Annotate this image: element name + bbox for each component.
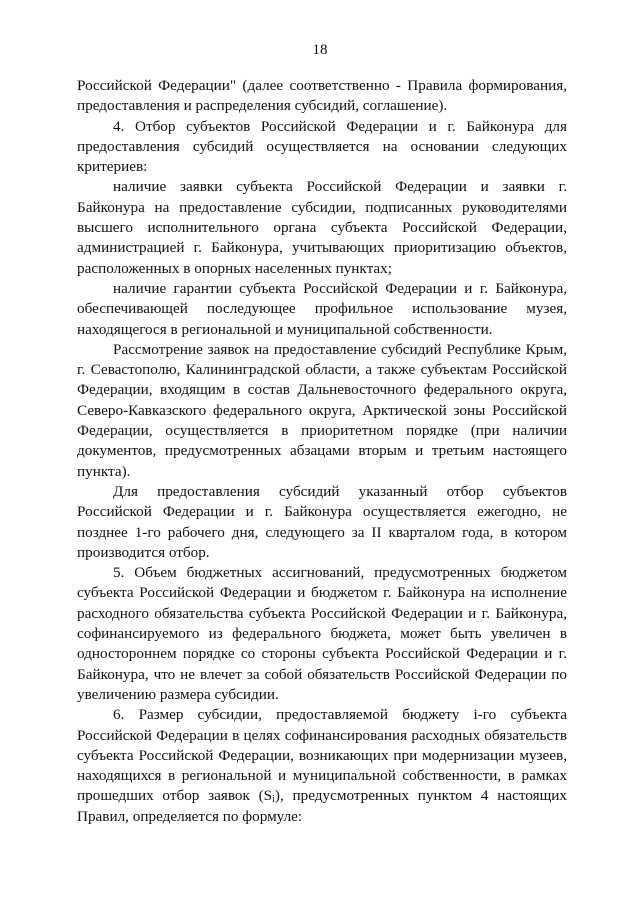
document-body bbox=[77, 76, 567, 827]
paragraph-item-5: 5. Объем бюджетных ассигнований, предусмотренных бюджетом субъекта Российской Федерации и бюджетом г. Байконура на исполнение расходного обязательства субъекта Российской Федерации и г. Байконура, софинансируемого из федерального бюджета, может быть увеличен в одностороннем порядке со стороны субъекта Российской Федерации и г. Байконура, что не влечет за собой обязательств Российской Федерации по увеличению размера субсидии. bbox=[77, 564, 567, 703]
paragraph-criterion-guarantee: наличие гарантии субъекта Российской Федерации и г. Байконура, обеспечивающей последующее профильное использование музея, находящегося в региональной и муниципальной собственности. bbox=[77, 279, 567, 338]
paragraph-priority-review: Рассмотрение заявок на предоставление субсидий Республике Крым, г. Севастополю, Калининградской области, а также субъектам Российской Федерации, входящим в состав Дальневосточного федерального округа, Северо-Кавказского федерального округа, Арктической зоны Российской Федерации, осуществляется в приоритетном порядке (при наличии документов, предусмотренных абзацами вторым и третьим настоящего пункта). bbox=[77, 340, 567, 480]
page-number: 18 bbox=[312, 42, 328, 58]
paragraph-item-6-text-before: 6. Размер субсидии, предоставляемой бюджету i-го субъекта Российской Федерации в целях софинансирования расходных обязательств субъекта Российской Федерации, возникающих при модернизации музеев, находящихся в региональной и муниципальной собственности, в рамках прошедших отбор заявок (S bbox=[77, 706, 567, 805]
paragraph-item-6 bbox=[77, 705, 567, 827]
paragraph-item-4: 4. Отбор субъектов Российской Федерации и г. Байконура для предоставления субсидий осуществляется на основании следующих критериев: bbox=[77, 117, 567, 176]
paragraph-item-6-text-after: ), предусмотренных пунктом 4 настоящих Правил, определяется по формуле: bbox=[77, 787, 567, 825]
paragraph-criterion-application: наличие заявки субъекта Российской Федерации и заявки г. Байконура на предоставление субсидии, подписанных руководителями высшего исполнительного органа субъекта Российской Федерации, администрацией г. Байконура, учитывающих приоритизацию объектов, расположенных в опорных населенных пунктах; bbox=[77, 178, 567, 277]
paragraph-continuation: Российской Федерации" (далее соответственно - Правила формирования, предоставления и распределения субсидий, соглашение). bbox=[77, 77, 567, 115]
paragraph-annual-selection: Для предоставления субсидий указанный отбор субъектов Российской Федерации и г. Байконура осуществляется ежегодно, не позднее 1-го рабочего дня, следующего за II кварталом года, в котором производится отбор. bbox=[77, 482, 567, 561]
subscript-i: i bbox=[272, 794, 275, 806]
